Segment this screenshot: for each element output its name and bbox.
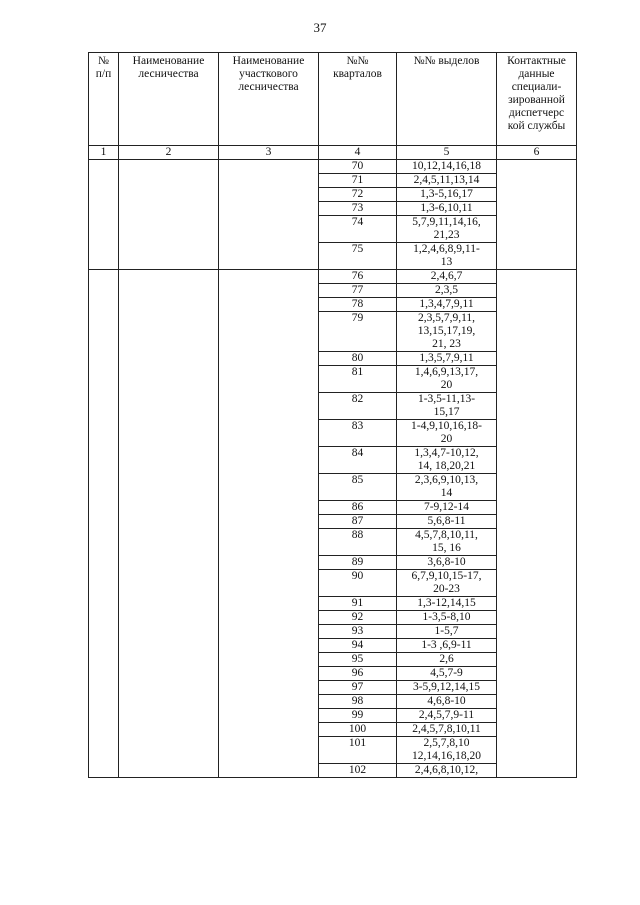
allotment-cell: 4,6,8-10 (397, 695, 497, 709)
allotment-cell: 2,4,6,8,10,12, (397, 764, 497, 778)
header-row (89, 53, 577, 146)
quarter-cell: 76 (319, 270, 397, 284)
header-cell-number: № п/п (89, 53, 119, 146)
quarter-cell: 73 (319, 202, 397, 216)
quarter-cell: 83 (319, 420, 397, 447)
allotment-cell: 1,3,4,7,9,11 (397, 298, 497, 312)
quarter-cell: 88 (319, 529, 397, 556)
quarter-cell: 100 (319, 723, 397, 737)
quarter-cell: 93 (319, 625, 397, 639)
allotment-cell: 1,4,6,9,13,17, 20 (397, 366, 497, 393)
column-number: 1 (89, 146, 119, 160)
quarter-cell: 92 (319, 611, 397, 625)
allotment-cell: 5,6,8-11 (397, 515, 497, 529)
table-body (89, 146, 577, 778)
quarter-cell: 96 (319, 667, 397, 681)
quarter-cell: 89 (319, 556, 397, 570)
quarter-cell: 74 (319, 216, 397, 243)
quarter-cell: 99 (319, 709, 397, 723)
quarter-cell: 85 (319, 474, 397, 501)
header-cell-district-forestry: Наименование участкового лесничества (219, 53, 319, 146)
merged-blank-cell (89, 270, 119, 778)
header-cell-allotments: №№ выделов (397, 53, 497, 146)
quarter-cell: 98 (319, 695, 397, 709)
quarter-cell: 94 (319, 639, 397, 653)
allotment-cell: 5,7,9,11,14,16, 21,23 (397, 216, 497, 243)
allotment-cell: 2,6 (397, 653, 497, 667)
column-number: 3 (219, 146, 319, 160)
quarter-cell: 97 (319, 681, 397, 695)
quarter-cell: 91 (319, 597, 397, 611)
allotment-cell: 1-5,7 (397, 625, 497, 639)
quarter-cell: 77 (319, 284, 397, 298)
allotment-cell: 3,6,8-10 (397, 556, 497, 570)
quarter-cell: 95 (319, 653, 397, 667)
merged-blank-cell (497, 270, 577, 778)
quarter-cell: 82 (319, 393, 397, 420)
allotment-cell: 1-4,9,10,16,18- 20 (397, 420, 497, 447)
quarter-cell: 102 (319, 764, 397, 778)
allotment-cell: 3-5,9,12,14,15 (397, 681, 497, 695)
merged-blank-cell (89, 160, 119, 270)
allotment-cell: 1,3,5,7,9,11 (397, 352, 497, 366)
allotment-cell: 1-3,5-11,13- 15,17 (397, 393, 497, 420)
quarter-cell: 87 (319, 515, 397, 529)
allotment-cell: 2,3,5,7,9,11, 13,15,17,19, 21, 23 (397, 312, 497, 352)
quarter-cell: 78 (319, 298, 397, 312)
header-cell-quarters: №№ кварталов (319, 53, 397, 146)
table-row (89, 160, 577, 174)
header-cell-contact-data: Контактные данные специали- зированной диспетчерс кой службы (497, 53, 577, 146)
quarter-cell: 90 (319, 570, 397, 597)
allotment-cell: 2,4,5,7,8,10,11 (397, 723, 497, 737)
merged-blank-cell (497, 160, 577, 270)
column-number: 6 (497, 146, 577, 160)
column-number: 5 (397, 146, 497, 160)
page-number: 37 (313, 20, 327, 35)
allotment-cell: 1,3-12,14,15 (397, 597, 497, 611)
quarter-cell: 79 (319, 312, 397, 352)
merged-blank-cell (219, 270, 319, 778)
allotment-cell: 2,3,6,9,10,13, 14 (397, 474, 497, 501)
allotment-cell: 1,3-6,10,11 (397, 202, 497, 216)
quarter-cell: 84 (319, 447, 397, 474)
header-cell-forestry: Наименование лесничества (119, 53, 219, 146)
forestry-table (88, 52, 577, 778)
merged-blank-cell (119, 270, 219, 778)
allotment-cell: 2,4,5,11,13,14 (397, 174, 497, 188)
column-number: 2 (119, 146, 219, 160)
quarter-cell: 101 (319, 737, 397, 764)
allotment-cell: 2,5,7,8,10 12,14,16,18,20 (397, 737, 497, 764)
quarter-cell: 75 (319, 243, 397, 270)
allotment-cell: 2,4,5,7,9-11 (397, 709, 497, 723)
quarter-cell: 70 (319, 160, 397, 174)
allotment-cell: 1-3 ,6,9-11 (397, 639, 497, 653)
column-number-row (89, 146, 577, 160)
allotment-cell: 1,3,4,7-10,12, 14, 18,20,21 (397, 447, 497, 474)
table-row (89, 270, 577, 284)
allotment-cell: 4,5,7-9 (397, 667, 497, 681)
quarter-cell: 72 (319, 188, 397, 202)
allotment-cell: 6,7,9,10,15-17, 20-23 (397, 570, 497, 597)
allotment-cell: 10,12,14,16,18 (397, 160, 497, 174)
quarter-cell: 80 (319, 352, 397, 366)
quarter-cell: 86 (319, 501, 397, 515)
quarter-cell: 71 (319, 174, 397, 188)
merged-blank-cell (219, 160, 319, 270)
allotment-cell: 2,4,6,7 (397, 270, 497, 284)
merged-blank-cell (119, 160, 219, 270)
allotment-cell: 2,3,5 (397, 284, 497, 298)
allotment-cell: 4,5,7,8,10,11, 15, 16 (397, 529, 497, 556)
table-header (89, 53, 577, 146)
allotment-cell: 1,2,4,6,8,9,11- 13 (397, 243, 497, 270)
allotment-cell: 7-9,12-14 (397, 501, 497, 515)
allotment-cell: 1-3,5-8,10 (397, 611, 497, 625)
column-number: 4 (319, 146, 397, 160)
quarter-cell: 81 (319, 366, 397, 393)
allotment-cell: 1,3-5,16,17 (397, 188, 497, 202)
